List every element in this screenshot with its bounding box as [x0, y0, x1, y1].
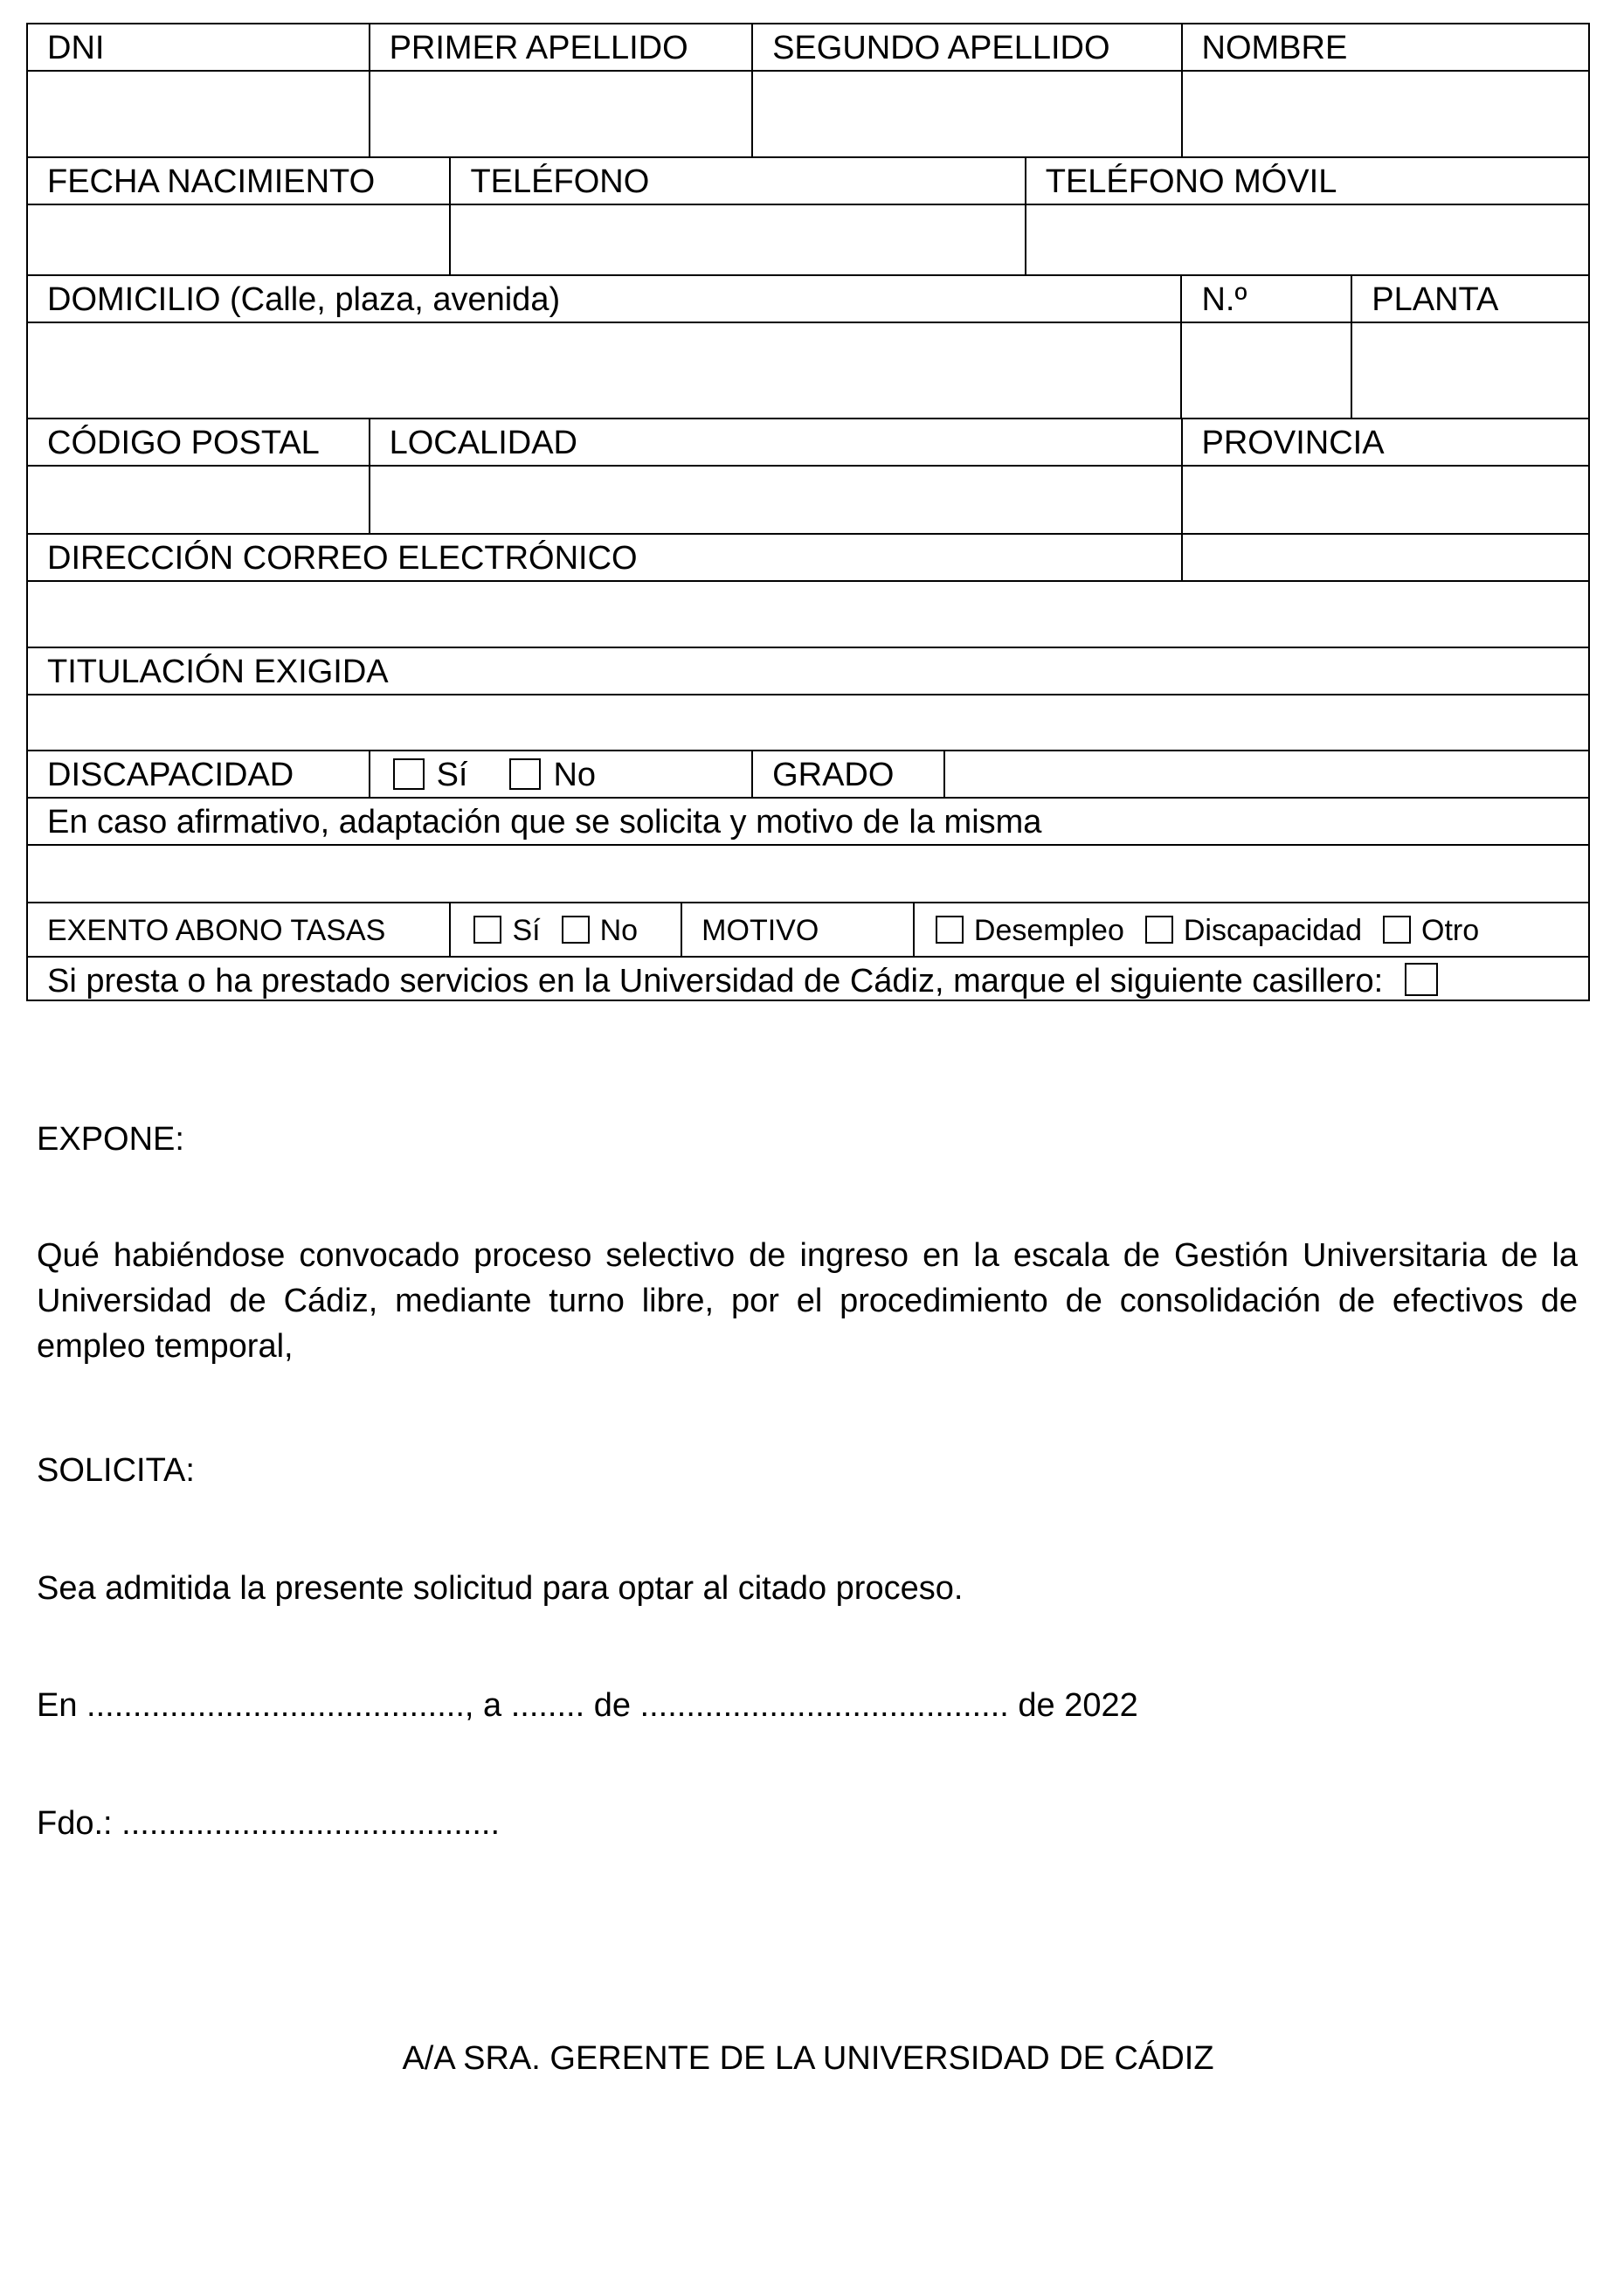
row-location-labels: [26, 418, 1590, 465]
discapacidad-no-checkbox[interactable]: [509, 758, 541, 790]
label-titulacion: TITULACIÓN EXIGIDA: [28, 647, 1590, 694]
desempleo-label: Desempleo: [973, 914, 1124, 947]
exento-no-option[interactable]: [562, 916, 638, 945]
exento-no-checkbox[interactable]: [562, 916, 590, 944]
label-grado: GRADO: [753, 750, 945, 797]
titulacion-field[interactable]: [28, 694, 1590, 750]
label-primer-apellido: PRIMER APELLIDO: [370, 23, 754, 70]
grado-field[interactable]: [945, 750, 1590, 797]
motivo-discapacidad-checkbox[interactable]: [1145, 916, 1173, 944]
row-address-labels: [26, 274, 1590, 322]
exento-si-checkbox[interactable]: [473, 916, 501, 944]
expone-heading: EXPONE:: [37, 1121, 184, 1158]
row-exento-tasas: [26, 902, 1590, 956]
primer-apellido-field[interactable]: [370, 70, 754, 156]
label-motivo: MOTIVO: [682, 902, 915, 956]
row-contact-labels: [26, 156, 1590, 204]
label-exento: EXENTO ABONO TASAS: [28, 902, 451, 956]
motivo-discapacidad-option[interactable]: [1145, 916, 1362, 945]
label-domicilio: DOMICILIO (Calle, plaza, avenida): [28, 274, 1182, 322]
nombre-field[interactable]: [1183, 70, 1590, 156]
row-personal-inputs: [26, 70, 1590, 156]
servicios-cell: [28, 956, 1590, 1000]
label-numero: N.º: [1182, 274, 1352, 322]
label-discapacidad: DISCAPACIDAD: [28, 750, 370, 797]
discapacidad-options: [370, 750, 754, 797]
segundo-apellido-field[interactable]: [753, 70, 1182, 156]
label-correo: DIRECCIÓN CORREO ELECTRÓNICO: [28, 533, 1183, 580]
label-adaptacion: En caso afirmativo, adaptación que se solicita y motivo de la misma: [28, 797, 1590, 844]
row-personal-labels: [26, 23, 1590, 70]
row-titulacion-input: [26, 694, 1590, 750]
row-adaptacion-label: [26, 797, 1590, 844]
exento-si-option[interactable]: [473, 916, 540, 945]
servicios-checkbox[interactable]: [1405, 963, 1438, 996]
label-codigo-postal: CÓDIGO POSTAL: [28, 418, 370, 465]
adaptacion-field[interactable]: [28, 844, 1590, 902]
discapacidad-no-option[interactable]: [509, 758, 596, 792]
solicita-text: Sea admitida la presente solicitud para optar al citado proceso.: [37, 1570, 964, 1607]
motivo-options: [915, 902, 1590, 956]
localidad-field[interactable]: [370, 465, 1183, 533]
exento-options: [451, 902, 682, 956]
label-provincia: PROVINCIA: [1183, 418, 1590, 465]
exento-no-label: No: [599, 914, 639, 947]
motivo-desempleo-option[interactable]: [936, 916, 1124, 945]
planta-field[interactable]: [1352, 322, 1590, 418]
exento-si-label: Sí: [512, 914, 541, 947]
telefono-field[interactable]: [451, 204, 1026, 274]
label-telefono: TELÉFONO: [451, 156, 1026, 204]
expone-text: Qué habiéndose convocado proceso selectivo de ingreso en la escala de Gestión Universitaria de la Universidad de Cádiz, mediante turno libre, por el procedimiento de consolidación de efectivos de empleo temporal,: [37, 1237, 1578, 1365]
label-telefono-movil: TELÉFONO MÓVIL: [1026, 156, 1590, 204]
otro-label: Otro: [1421, 914, 1480, 947]
provincia-field[interactable]: [1183, 465, 1590, 533]
motivo-discapacidad-label: Discapacidad: [1183, 914, 1362, 947]
correo-field[interactable]: [28, 580, 1590, 647]
solicita-heading: SOLICITA:: [37, 1452, 195, 1489]
discapacidad-no-label: No: [553, 757, 597, 793]
row-adaptacion-input: [26, 844, 1590, 902]
numero-field[interactable]: [1182, 322, 1352, 418]
label-localidad: LOCALIDAD: [370, 418, 1183, 465]
row-servicios: [26, 956, 1590, 1001]
codigo-postal-field[interactable]: [28, 465, 370, 533]
telefono-movil-field[interactable]: [1026, 204, 1590, 274]
blank-cell: [1183, 533, 1590, 580]
row-discapacidad: [26, 750, 1590, 797]
row-titulacion-label: [26, 647, 1590, 694]
label-planta: PLANTA: [1352, 274, 1590, 322]
desempleo-checkbox[interactable]: [936, 916, 964, 944]
row-location-inputs: [26, 465, 1590, 533]
discapacidad-si-checkbox[interactable]: [393, 758, 425, 790]
motivo-otro-option[interactable]: [1383, 916, 1479, 945]
firma-line: Fdo.: .........................................: [37, 1805, 501, 1842]
label-dni: DNI: [28, 23, 370, 70]
fecha-line: En ........................................., a ........ de ........................................ de 2022: [37, 1687, 1138, 1724]
domicilio-field[interactable]: [28, 322, 1182, 418]
dni-field[interactable]: [28, 70, 370, 156]
label-nombre: NOMBRE: [1183, 23, 1590, 70]
label-servicios: Si presta o ha prestado servicios en la Universidad de Cádiz, marque el siguiente casillero:: [47, 963, 1384, 1000]
row-email-label: [26, 533, 1590, 580]
discapacidad-si-option[interactable]: [393, 758, 468, 792]
row-email-input: [26, 580, 1590, 647]
row-address-inputs: [26, 322, 1590, 418]
discapacidad-si-label: Sí: [436, 757, 468, 793]
fecha-nacimiento-field[interactable]: [28, 204, 451, 274]
otro-checkbox[interactable]: [1383, 916, 1411, 944]
destinatario: A/A SRA. GERENTE DE LA UNIVERSIDAD DE CÁDIZ: [402, 2040, 1214, 2077]
label-fecha-nacimiento: FECHA NACIMIENTO: [28, 156, 451, 204]
label-segundo-apellido: SEGUNDO APELLIDO: [753, 23, 1182, 70]
row-contact-inputs: [26, 204, 1590, 274]
